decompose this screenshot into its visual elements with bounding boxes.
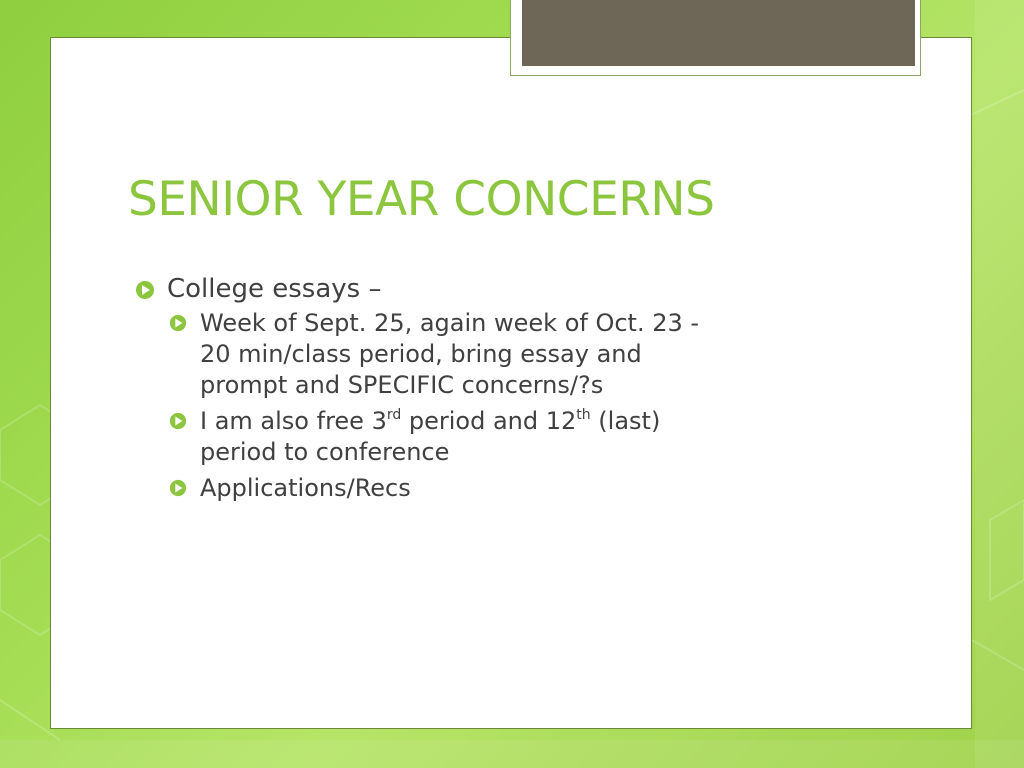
circled-arrow-bullet-icon [135, 280, 155, 300]
photo-placeholder [522, 0, 915, 66]
sub-bullet-line: prompt and SPECIFIC concerns/?s [200, 371, 604, 399]
photo-placeholder-frame [510, 0, 921, 76]
bullet-list [135, 272, 855, 509]
superscript: th [576, 407, 591, 423]
sub-bullet-text: (last) [590, 407, 661, 435]
circled-arrow-bullet-icon [169, 412, 187, 430]
bullet-text: College essays – [167, 274, 382, 304]
circled-arrow-bullet-icon [169, 479, 187, 497]
sub-bullet-text: period and 12 [401, 407, 577, 435]
sub-bullet-line: 20 min/class period, bring essay and [200, 340, 642, 368]
sub-bullet-item-schedule [135, 308, 855, 401]
sub-bullet-item-free-periods [135, 406, 855, 468]
circled-arrow-bullet-icon [169, 314, 187, 332]
sub-bullet-text: I am also free 3 [200, 407, 387, 435]
sub-bullet-text: Applications/Recs [200, 474, 411, 502]
sub-bullet-item-applications [135, 473, 855, 504]
sub-bullet-line: period to conference [200, 438, 450, 466]
slide-title: SENIOR YEAR CONCERNS [128, 172, 715, 227]
superscript: rd [386, 407, 402, 423]
bullet-item-college-essays [135, 272, 855, 306]
sub-bullet-line: Week of Sept. 25, again week of Oct. 23 - [200, 309, 700, 337]
